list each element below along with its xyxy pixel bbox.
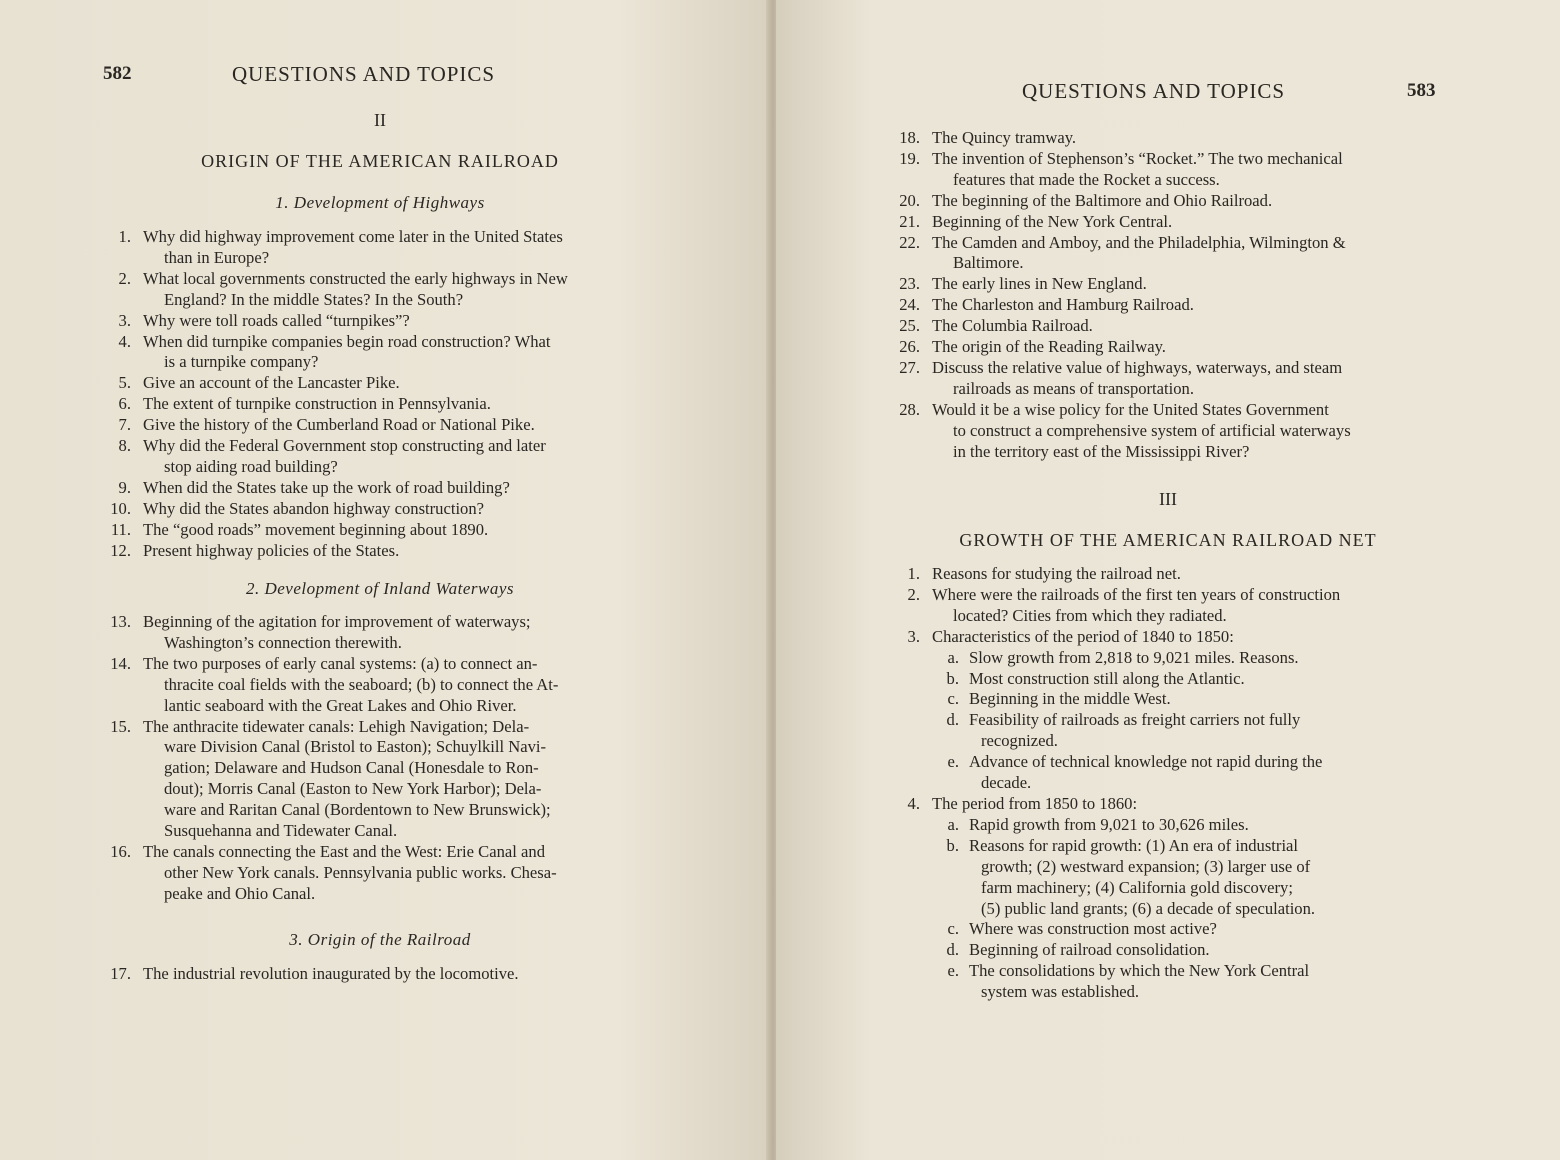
item-number: 17. [110,964,131,983]
sub-item-letter: e. [947,752,959,772]
list-item [894,337,1444,358]
list-item [105,964,655,985]
item-text [143,227,655,269]
running-head: QUESTIONS AND TOPICS [1022,79,1286,103]
item-line: Susquehanna and Tidewater Canal. [164,821,398,841]
item-line: When did the States take up the work of road building? [143,477,510,497]
item-line: is a turnpike company? [164,352,319,372]
item-text [143,717,655,842]
section-number: III [1159,489,1177,509]
list-item [105,311,655,332]
item-number: 5. [118,373,131,393]
list-item [894,212,1444,233]
item-number: 4. [907,793,920,813]
question-list [105,227,655,562]
item-line: than in Europe? [164,247,270,267]
item-line: Characteristics of the period of 1840 to 1850: [932,626,1234,646]
sub-item [947,689,1444,710]
question-list [894,128,1444,463]
sub-item-letter: c. [947,919,959,939]
sub-item-line: Feasibility of railroads as freight carriers not fully [969,710,1301,730]
item-text [932,191,1444,212]
item-line: England? In the middle States? In the South? [164,289,464,309]
list-item [894,794,1444,815]
sub-item-line: Reasons for rapid growth: (1) An era of industrial [969,835,1299,855]
list-item [105,332,655,374]
item-line: The “good roads” movement beginning about 1890. [143,519,489,539]
item-number: 25. [899,316,920,336]
item-number: 16. [110,841,131,861]
item-number: 9. [118,477,131,497]
item-line: Why did the Federal Government stop constructing and later [143,436,546,456]
section-title: GROWTH OF THE AMERICAN RAILROAD NET [959,530,1377,550]
sub-item-line: Beginning in the middle West. [969,689,1171,709]
item-line: ware and Raritan Canal (Bordentown to New Brunswick); [164,800,551,820]
item-number: 12. [110,540,131,560]
sub-item [947,752,1444,794]
item-number: 2. [118,268,131,288]
item-line: located? Cities from which they radiated. [953,605,1227,625]
sub-item-letter: b. [946,835,959,855]
item-line: Why were toll roads called “turnpikes”? [143,310,410,330]
item-line: in the territory east of the Mississippi River? [953,441,1250,461]
sub-item-letter: e. [947,961,959,981]
sub-item [947,647,1444,669]
list-item [105,842,655,905]
item-number: 3. [118,310,131,330]
sub-item-line: recognized. [981,731,1058,751]
item-line: stop aiding road building? [164,456,338,476]
item-text [932,274,1444,295]
sub-item-line: Beginning of railroad consolidation. [969,940,1210,960]
list-item [105,541,655,562]
list-item [105,478,655,499]
item-line: The industrial revolution inaugurated by the locomotive. [143,964,519,983]
item-line: Give an account of the Lancaster Pike. [143,373,400,393]
item-text [932,233,1444,275]
sub-item-letter: a. [947,647,959,667]
item-text [932,212,1444,233]
list-item [105,520,655,541]
item-text [932,358,1444,400]
sub-item-line: decade. [981,773,1032,793]
subsection-heading: 1. Development of Highways [275,193,485,212]
list-item [105,654,655,717]
item-text [143,436,655,478]
sub-list [894,648,1444,794]
item-line: Would it be a wise policy for the United States Government [932,399,1329,419]
list-item [105,612,655,654]
item-text [143,612,655,654]
sub-item [947,961,1444,1003]
item-line: Where were the railroads of the first ten years of construction [932,584,1341,604]
question-list [894,564,1444,1003]
item-number: 28. [899,399,920,419]
page-number: 582 [103,63,132,84]
left-page [0,0,770,1160]
sub-item [946,710,1444,752]
item-line: railroads as means of transportation. [953,378,1194,398]
item-line: The origin of the Reading Railway. [932,337,1166,357]
item-line: Why did the States abandon highway construction? [143,498,485,518]
item-text [143,499,655,520]
list-item [894,233,1444,275]
item-line: features that made the Rocket a success. [953,169,1220,189]
list-item [894,564,1444,585]
item-text [932,149,1444,191]
item-text [143,269,655,311]
sub-list [894,815,1444,1003]
item-line: The Charleston and Hamburg Railroad. [932,295,1194,315]
item-line: Discuss the relative value of highways, waterways, and steam [932,357,1343,377]
item-number: 10. [110,498,131,518]
sub-item [947,919,1444,940]
list-item [105,415,655,436]
item-text [143,373,655,394]
item-text [932,128,1444,149]
item-line: The beginning of the Baltimore and Ohio Railroad. [932,190,1273,210]
sub-item-letter: d. [946,710,959,730]
list-item [894,400,1444,463]
item-number: 4. [118,331,131,351]
item-line: Beginning of the agitation for improvement of waterways; [143,612,531,631]
list-item [894,191,1444,212]
item-number: 19. [899,148,920,168]
item-line: The period from 1850 to 1860: [932,793,1138,813]
item-line: When did turnpike companies begin road construction? What [143,331,551,351]
sub-item [946,940,1444,961]
item-text [932,295,1444,316]
item-text [932,794,1444,815]
item-number: 15. [110,716,131,736]
item-number: 26. [899,337,920,357]
sub-item-letter: a. [947,814,959,834]
item-line: The anthracite tidewater canals: Lehigh Navigation; Dela- [143,716,530,736]
sub-item-line: Most construction still along the Atlantic. [969,668,1245,688]
sub-item-letter: b. [946,668,959,688]
item-number: 3. [907,626,920,646]
item-number: 21. [899,211,920,231]
item-text [932,316,1444,337]
item-number: 14. [110,653,131,673]
sub-item-line: Slow growth from 2,818 to 9,021 miles. Reasons. [969,647,1299,667]
sub-item [946,835,1444,920]
item-line: The extent of turnpike construction in Pennsylvania. [143,394,491,414]
item-number: 11. [110,519,131,539]
item-line: The Camden and Amboy, and the Philadelphia, Wilmington & [932,232,1346,252]
item-text [932,627,1444,648]
sub-item-letter: d. [946,940,959,960]
item-number: 1. [907,564,920,583]
item-line: Give the history of the Cumberland Road or National Pike. [143,415,535,435]
item-number: 2. [907,584,920,604]
item-text [143,964,655,985]
item-text [143,332,655,374]
item-number: 13. [110,612,131,631]
item-number: 23. [899,274,920,294]
item-number: 8. [118,436,131,456]
item-line: Washington’s connection therewith. [164,632,402,652]
list-item [894,149,1444,191]
item-line: The early lines in New England. [932,274,1147,294]
item-text [143,311,655,332]
item-line: The canals connecting the East and the West: Erie Canal and [143,841,545,861]
right-page [776,0,1560,1160]
list-item [105,499,655,520]
section-number: II [374,110,386,130]
item-line: thracite coal fields with the seaboard; (b) to connect the At- [164,674,559,694]
item-text [932,585,1444,627]
running-head: QUESTIONS AND TOPICS [232,62,496,86]
item-text [143,478,655,499]
list-item [894,358,1444,400]
item-line: What local governments constructed the early highways in New [143,268,568,288]
item-text [143,415,655,436]
item-line: Beginning of the New York Central. [932,211,1173,231]
item-text [143,842,655,905]
list-item [894,316,1444,337]
item-line: other New York canals. Pennsylvania public works. Chesa- [164,862,557,882]
item-line: lantic seaboard with the Great Lakes and Ohio River. [164,695,517,715]
item-line: Present highway policies of the States. [143,540,400,560]
subsection-heading: 3. Origin of the Railroad [289,930,471,949]
list-item [894,627,1444,648]
item-text [143,541,655,562]
item-number: 20. [899,190,920,210]
item-number: 27. [899,357,920,377]
sub-item [947,814,1444,836]
list-item [105,436,655,478]
page-number: 583 [1407,80,1436,101]
item-text [932,564,1444,585]
item-line: The invention of Stephenson’s “Rocket.” The two mechanical [932,148,1343,168]
item-line: The Columbia Railroad. [932,316,1093,336]
item-number: 1. [118,227,131,246]
item-number: 24. [899,295,920,315]
item-text [143,654,655,717]
sub-item-line: Advance of technical knowledge not rapid during the [969,752,1323,772]
list-item [105,227,655,269]
section-title: ORIGIN OF THE AMERICAN RAILROAD [201,151,559,171]
item-line: Baltimore. [953,253,1024,273]
sub-item-line: growth; (2) westward expansion; (3) larger use of [981,856,1311,876]
item-line: to construct a comprehensive system of artificial waterways [953,420,1351,440]
question-list [105,612,655,905]
list-item [894,128,1444,149]
sub-item [946,668,1444,690]
subsection-heading: 2. Development of Inland Waterways [245,579,515,598]
item-line: The two purposes of early canal systems: (a) to connect an- [143,653,538,673]
item-line: ware Division Canal (Bristol to Easton); Schuylkill Navi- [164,737,547,757]
item-number: 6. [118,394,131,414]
sub-item-line: The consolidations by which the New York Central [969,961,1310,981]
item-text [143,520,655,541]
item-text [143,394,655,415]
sub-item-line: (5) public land grants; (6) a decade of speculation. [981,898,1316,918]
item-line: peake and Ohio Canal. [164,883,316,903]
item-line: Why did highway improvement come later in the United States [143,227,563,246]
item-number: 18. [899,128,920,147]
list-item [105,269,655,311]
sub-item-line: Rapid growth from 9,021 to 30,626 miles. [969,814,1249,834]
item-line: gation; Delaware and Hudson Canal (Honesdale to Ron- [164,758,539,778]
item-number: 7. [118,415,131,435]
question-list [105,964,655,985]
list-item [894,274,1444,295]
item-number: 22. [899,232,920,252]
list-item [894,295,1444,316]
sub-item-letter: c. [947,689,959,709]
item-text [932,337,1444,358]
item-line: Reasons for studying the railroad net. [932,564,1181,583]
sub-item-line: Where was construction most active? [969,919,1217,939]
sub-item-line: farm machinery; (4) California gold discovery; [981,877,1293,897]
list-item [105,717,655,842]
sub-item-line: system was established. [981,982,1140,1002]
list-item [894,585,1444,627]
item-text [932,400,1444,463]
list-item [105,373,655,394]
item-line: The Quincy tramway. [932,128,1077,147]
list-item [105,394,655,415]
item-line: dout); Morris Canal (Easton to New York Harbor); Dela- [164,779,542,799]
